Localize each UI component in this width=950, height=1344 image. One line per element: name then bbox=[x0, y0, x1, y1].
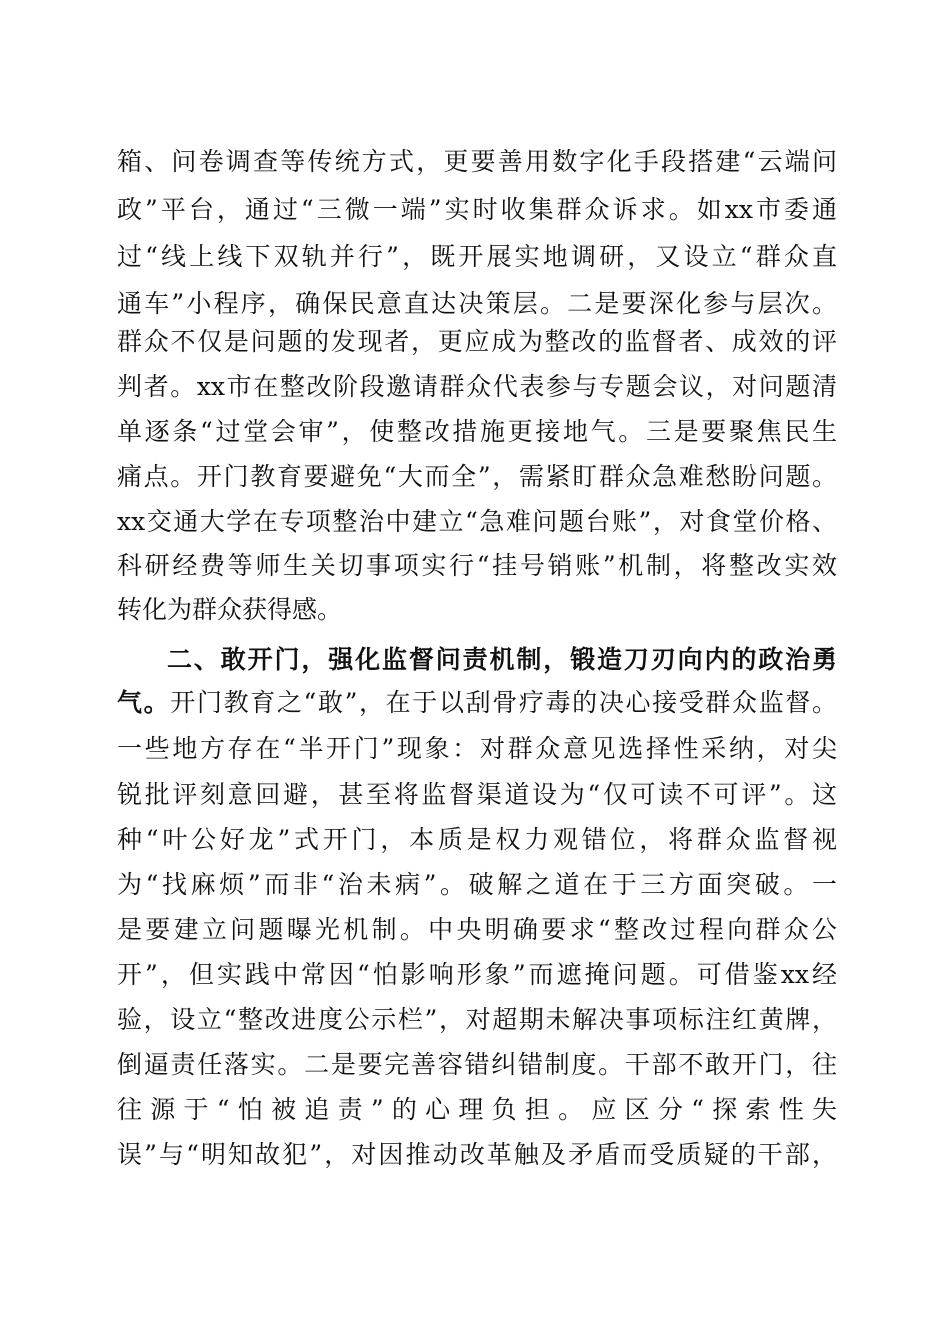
paragraph-1-line-8: 痛点。开门教育要避免“大而全”，需紧盯群众急难愁盼问题。 bbox=[117, 462, 837, 491]
paragraph-1-line-4: 通车”小程序，确保民意直达决策层。二是要深化参与层次。 bbox=[117, 289, 837, 318]
section-body-start: 开门教育之“敢”，在于以刮骨疗毒的决心接受群众监督。 bbox=[170, 688, 837, 717]
paragraph-2-line-4: 锐批评刻意回避，甚至将监督渠道设为“仅可读不可评”。这 bbox=[117, 780, 837, 809]
paragraph-1-line-9: xx交通大学在专项整治中建立“急难问题台账”，对食堂价格、 bbox=[117, 507, 837, 536]
paragraph-1-line-10: 科研经费等师生关切事项实行“挂号销账”机制，将整改实效 bbox=[117, 551, 837, 580]
paragraph-2-line-6: 为“找麻烦”而非“治未病”。破解之道在于三方面突破。一 bbox=[117, 870, 837, 899]
paragraph-1-line-5: 群众不仅是问题的发现者，更应成为整改的监督者、成效的评 bbox=[117, 327, 837, 356]
paragraph-2-line-7: 是要建立问题曝光机制。中央明确要求“整改过程向群众公 bbox=[117, 915, 837, 944]
section-heading-line-2 bbox=[117, 683, 837, 723]
paragraph-1-line-1: 箱、问卷调查等传统方式，更要善用数字化手段搭建“云端问 bbox=[117, 147, 837, 176]
paragraph-1-line-11: 转化为群众获得感。 bbox=[117, 595, 343, 624]
paragraph-2-line-12: 误”与“明知故犯”，对因推动改革触及矛盾而受质疑的干部， bbox=[117, 1140, 837, 1169]
paragraph-2-line-5: 种“叶公好龙”式开门，本质是权力观错位，将群众监督视 bbox=[117, 825, 837, 854]
paragraph-2-line-11: 往源于“怕被追责”的心理负担。应区分“探索性失 bbox=[117, 1095, 837, 1124]
section-heading-tail: 气。 bbox=[117, 688, 171, 717]
paragraph-1-line-6: 判者。xx市在整改阶段邀请群众代表参与专题会议，对问题清 bbox=[117, 372, 837, 401]
paragraph-2-line-3: 一些地方存在“半开门”现象：对群众意见选择性采纳，对尖 bbox=[117, 734, 837, 763]
paragraph-1-line-7: 单逐条“过堂会审”，使整改措施更接地气。三是要聚焦民生 bbox=[117, 417, 837, 446]
paragraph-2-line-9: 验，设立“整改进度公示栏”，对超期未解决事项标注红黄牌， bbox=[117, 1005, 837, 1034]
paragraph-2-line-8: 开”，但实践中常因“怕影响形象”而遮掩问题。可借鉴xx经 bbox=[117, 960, 837, 989]
paragraph-1-line-2: 政”平台，通过“三微一端”实时收集群众诉求。如xx市委通 bbox=[117, 195, 837, 224]
paragraph-1-line-3: 过“线上线下双轨并行”，既开展实地调研，又设立“群众直 bbox=[117, 242, 837, 271]
section-heading-line-1: 二、敢开门，强化监督问责机制，锻造刀刃向内的政治勇 bbox=[167, 645, 837, 674]
paragraph-2-line-10: 倒逼责任落实。二是要完善容错纠错制度。干部不敢开门，往 bbox=[117, 1050, 837, 1079]
